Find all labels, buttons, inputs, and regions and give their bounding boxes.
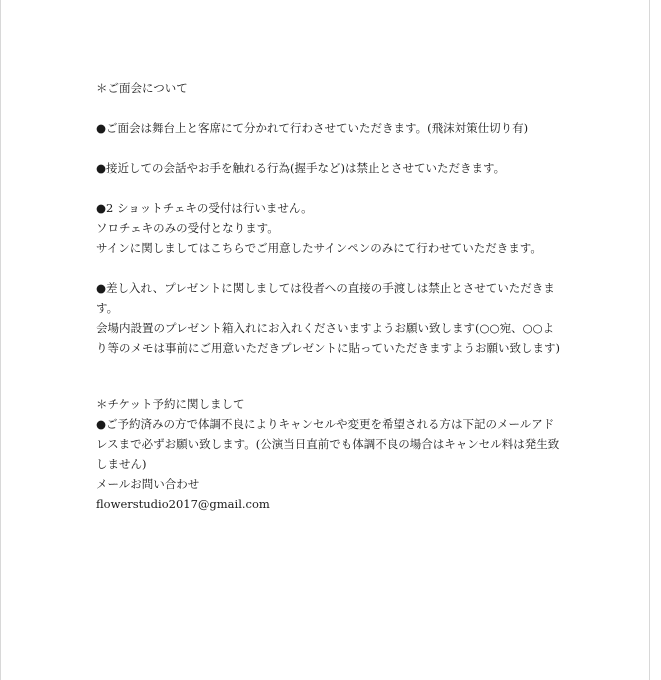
meeting-rule-no-contact: ●接近しての会話やお手を触れる行為(握手など)は禁止とさせていただきます。 [96, 161, 506, 175]
ticket-cancel-notice: ●ご予約済みの方で体調不良によりキャンセルや変更を希望される方は下記のメールアド [96, 417, 555, 431]
meeting-heading: ＊ご面会について [96, 81, 188, 95]
meeting-rule-cheki-sign: サインに関しましてはこちらでご用意したサインペンのみにて行わせていただきます。 [96, 241, 542, 255]
meeting-rule-gifts: ●差し入れ、プレゼントに関しましては役者への直接の手渡しは禁止とさせていただきま [96, 281, 555, 295]
meeting-rule-gifts-box: 会場内設置のプレゼント箱入れにお入れくださいますようお願い致します(○○宛、○○よ [96, 321, 555, 335]
ticket-heading: ＊チケット予約に関しまして [96, 397, 245, 411]
document-body [96, 78, 586, 514]
meeting-rule-cheki: ●2 ショットチェキの受付は行いません。 [96, 201, 313, 215]
meeting-rule-seating: ●ご面会は舞台上と客席にて分かれて行わさせていただきます。(飛沫対策仕切り有) [96, 121, 529, 135]
contact-label: メールお問い合わせ [96, 477, 200, 491]
meeting-rule-cheki-solo: ソロチェキのみの受付となります。 [96, 221, 279, 235]
meeting-rule-gifts-memo: り等のメモは事前にご用意いただきプレゼントに貼っていただきますようお願い致します) [96, 341, 561, 355]
ticket-cancel-notice-end: しません) [96, 457, 147, 471]
contact-email: flowerstudio2017@gmail.com [96, 497, 270, 511]
ticket-cancel-notice-cont: レスまで必ずお願い致します。(公演当日直前でも体調不良の場合はキャンセル料は発生致 [96, 437, 560, 451]
meeting-rule-gifts-cont: す。 [96, 301, 119, 315]
